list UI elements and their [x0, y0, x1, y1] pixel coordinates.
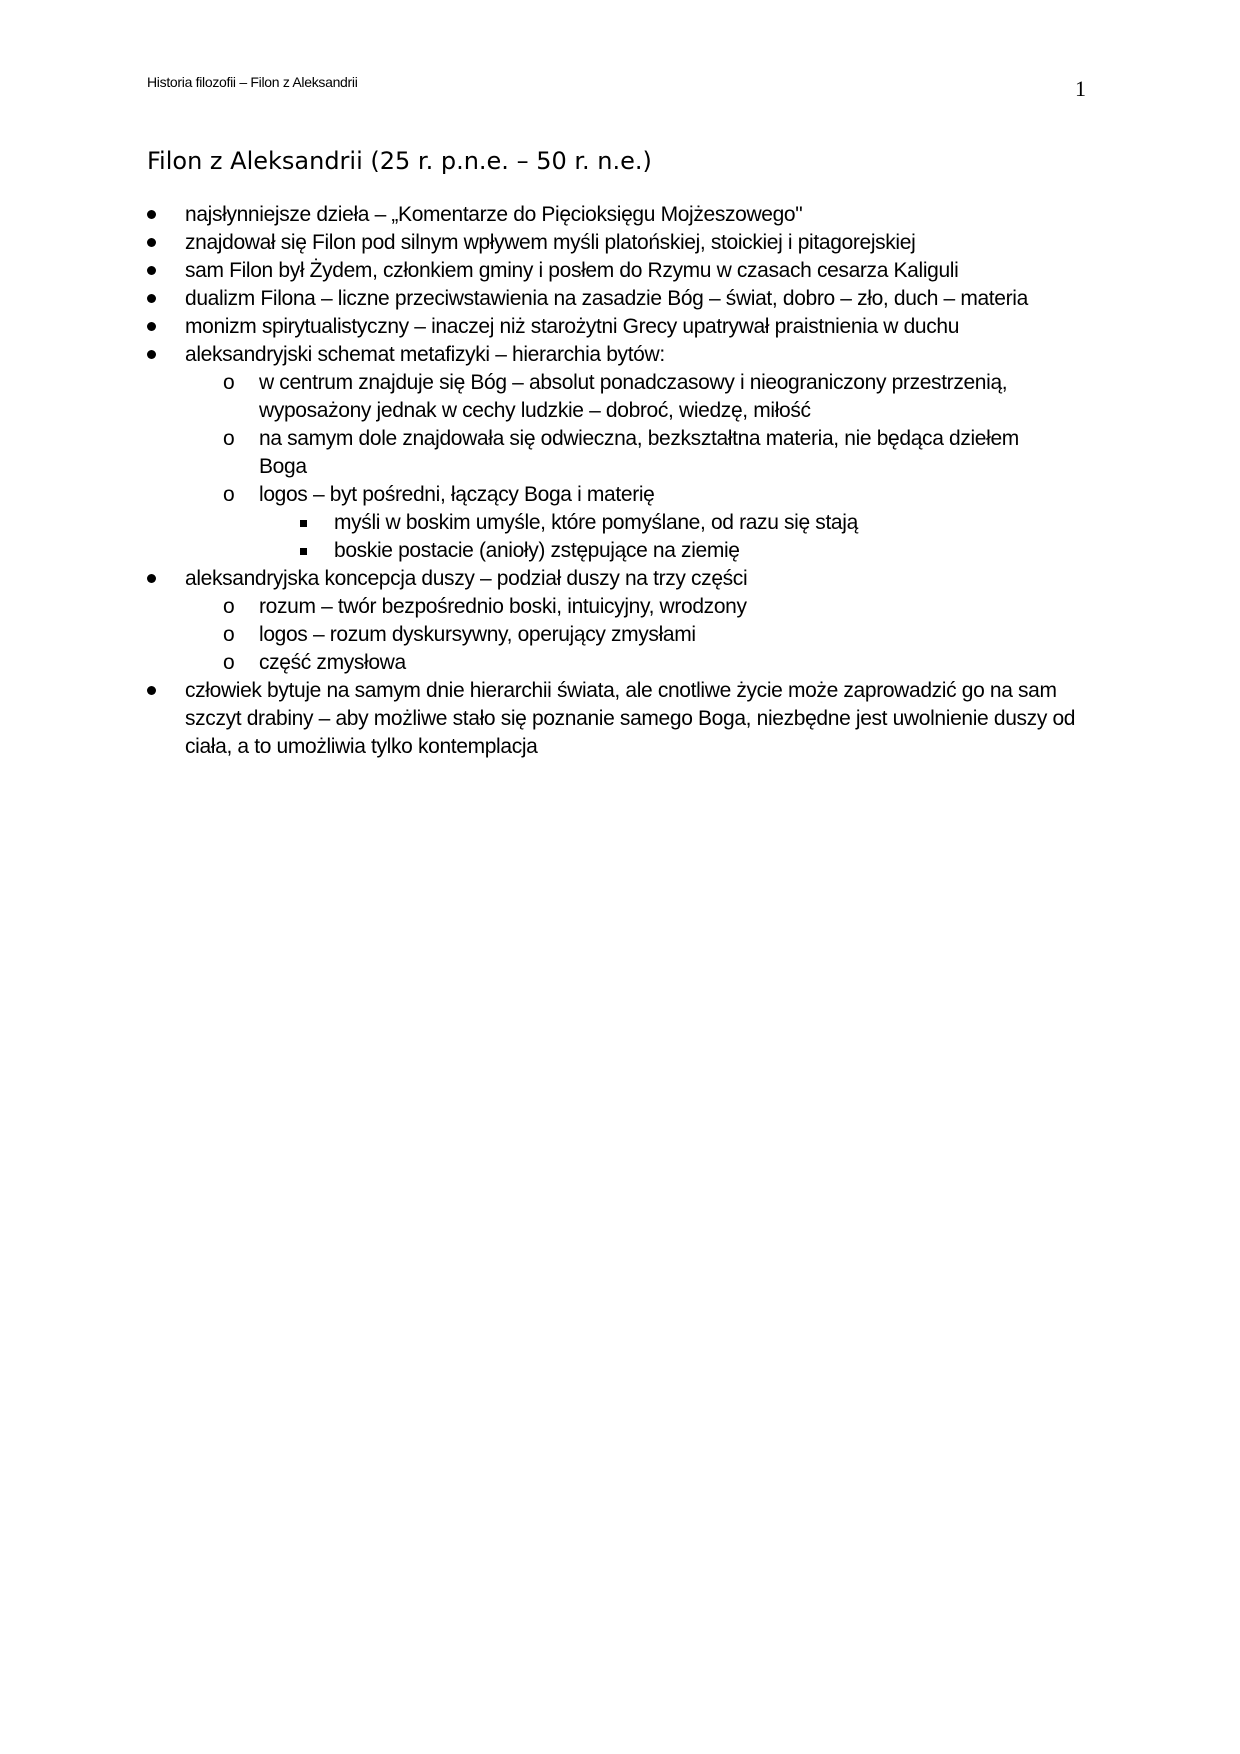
- sub-list-item: [0, 369, 1049, 425]
- sub-list-item-text: na samym dole znajdowała się odwieczna, bezkształtna materia, nie będąca dziełem Boga: [259, 427, 1019, 478]
- document-title: Filon z Aleksandrii (25 r. p.n.e. – 50 r. n.e.): [147, 147, 652, 175]
- list-item: [0, 677, 1095, 761]
- list-item-text: dualizm Filona – liczne przeciwstawienia na zasadzie Bóg – świat, dobro – zło, duch – materia: [185, 287, 1028, 310]
- sub-list-item: [0, 425, 1049, 481]
- bullet-icon: [145, 677, 159, 705]
- sub-sub-list-item-text: boskie postacie (anioły) zstępujące na ziemię: [334, 539, 740, 562]
- list-item-text: monizm spirytualistyczny – inaczej niż starożytni Grecy upatrywał praistnienia w duchu: [185, 315, 960, 338]
- notes-body: [0, 201, 1240, 761]
- circle-bullet-icon: o: [223, 595, 235, 618]
- list-item-text: człowiek bytuje na samym dnie hierarchii świata, ale cnotliwe życie może zaprowadzić go na sam szczyt drabiny – aby możliwe stało się poznanie samego Boga, niezbędne jest uwolnienie duszy od ciała, a to umożliwia tylko kontemplacja: [185, 679, 1076, 758]
- list-item: [0, 257, 1095, 285]
- sub-list-item: [0, 621, 1049, 649]
- square-bullet-icon: [300, 537, 310, 565]
- list-item: [0, 341, 1095, 565]
- list-item-text: aleksandryjski schemat metafizyki – hierarchia bytów:: [185, 343, 665, 366]
- circle-bullet-icon: o: [223, 371, 235, 394]
- list-item: [0, 313, 1095, 341]
- sub-list-item-text: logos – byt pośredni, łączący Boga i materię: [259, 483, 655, 506]
- list-item-text: znajdował się Filon pod silnym wpływem myśli platońskiej, stoickiej i pitagorejskiej: [185, 231, 916, 254]
- sub-sub-list-item-text: myśli w boskim umyśle, które pomyślane, od razu się stają: [334, 511, 858, 534]
- running-header: Historia filozofii – Filon z Aleksandrii: [147, 74, 358, 90]
- circle-bullet-icon: o: [223, 651, 235, 674]
- list-item: [0, 201, 1095, 229]
- bullet-list: [0, 201, 1240, 761]
- sub-list-item-text: rozum – twór bezpośrednio boski, intuicyjny, wrodzony: [259, 595, 747, 618]
- sub-list: [185, 369, 1095, 565]
- list-item-text: najsłynniejsze dzieła – „Komentarze do Pięcioksięgu Mojżeszowego": [185, 203, 803, 226]
- circle-bullet-icon: o: [223, 427, 235, 450]
- list-item-text: sam Filon był Żydem, członkiem gminy i posłem do Rzymu w czasach cesarza Kaliguli: [185, 259, 959, 282]
- sub-list-item-text: logos – rozum dyskursywny, operujący zmysłami: [259, 623, 696, 646]
- bullet-icon: [145, 341, 159, 369]
- bullet-icon: [145, 313, 159, 341]
- sub-list-item-text: w centrum znajduje się Bóg – absolut ponadczasowy i nieograniczony przestrzenią, wyposażony jednak w cechy ludzkie – dobroć, wiedzę, miłość: [259, 371, 1008, 422]
- sub-sub-list-item: [0, 509, 1034, 537]
- sub-list-item: [0, 649, 1049, 677]
- sub-list-item: [0, 481, 1049, 565]
- sub-list-item-text: część zmysłowa: [259, 651, 406, 674]
- bullet-icon: [145, 229, 159, 257]
- circle-bullet-icon: o: [223, 623, 235, 646]
- bullet-icon: [145, 257, 159, 285]
- bullet-icon: [145, 285, 159, 313]
- page-number: 1: [1075, 76, 1086, 101]
- square-bullet-icon: [300, 509, 310, 537]
- sub-list-item: [0, 593, 1049, 621]
- list-item: [0, 565, 1095, 677]
- bullet-icon: [145, 201, 159, 229]
- bullet-icon: [145, 565, 159, 593]
- sub-list: [185, 593, 1095, 677]
- list-item: [0, 285, 1095, 313]
- list-item-text: aleksandryjska koncepcja duszy – podział duszy na trzy części: [185, 567, 748, 590]
- circle-bullet-icon: o: [223, 483, 235, 506]
- list-item: [0, 229, 1095, 257]
- sub-sub-list-item: [0, 537, 1034, 565]
- sub-sub-list: [259, 509, 1049, 565]
